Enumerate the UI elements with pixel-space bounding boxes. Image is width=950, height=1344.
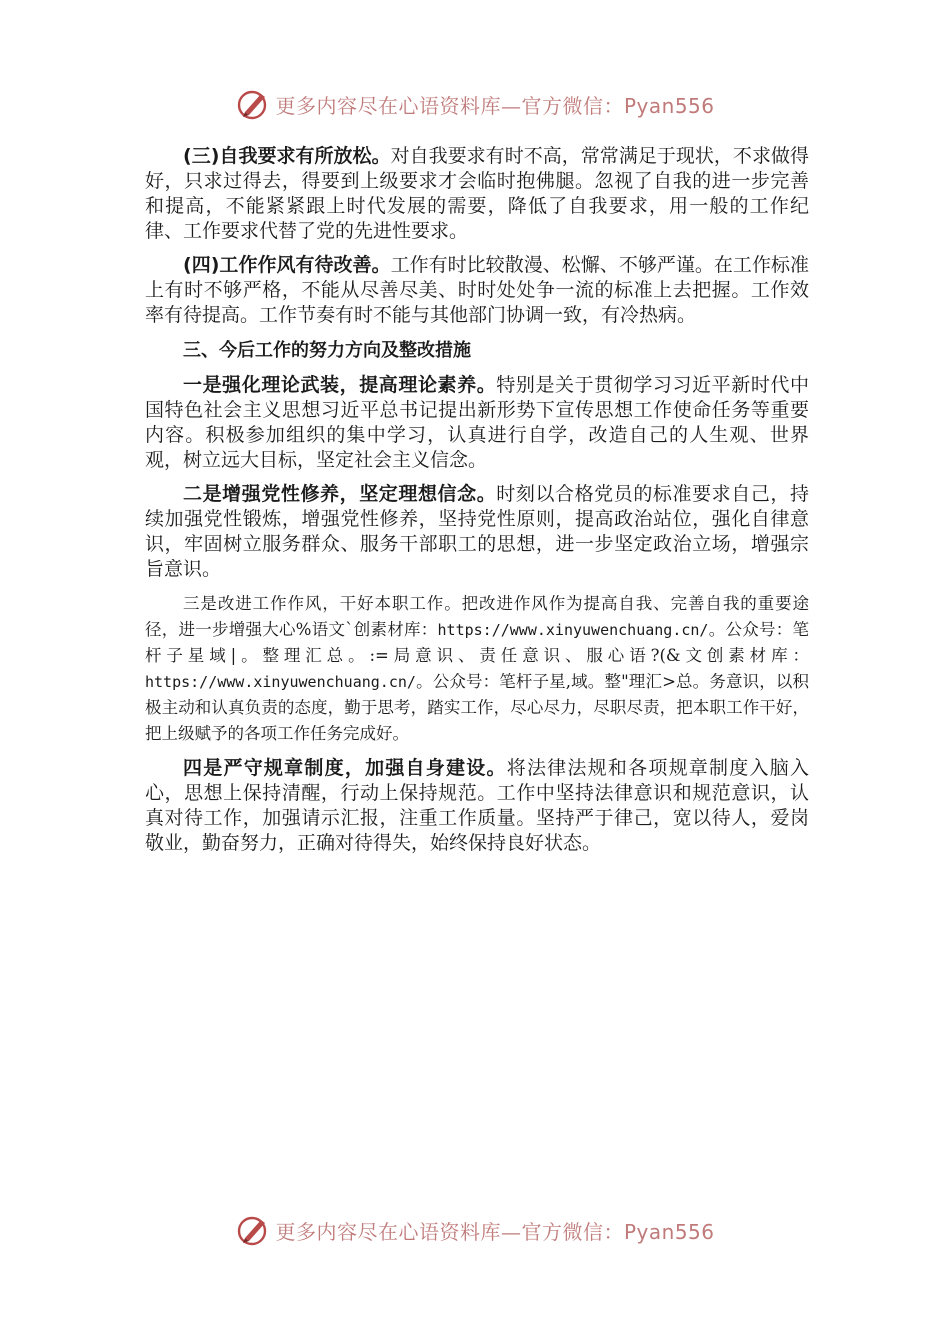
section-heading: 三、今后工作的努力方向及整改措施 <box>183 340 471 361</box>
paragraph-self-requirement <box>145 144 809 244</box>
paragraph-work-style <box>145 253 809 328</box>
document-body <box>145 144 809 856</box>
pen-logo-icon <box>235 86 271 122</box>
measure-text: 。公众号：笔杆子星域|。整理汇总。:=局意识、责任意识、服心语?(&文创素材库： <box>145 620 810 665</box>
measure-text: 将法律法规和各项规章制度入脑入心，思想上保持清醒，行动上保持规范。工作中坚持法律意识和规范意识，认真对待工作，加强请示汇报，注重工作质量。坚持严于律己，宽以待人，爱岗敬业，勤奋努力，正确对待得失，始终保持良好状态。 <box>145 757 809 854</box>
measure-title: 一是强化理论武装，提高理论素养。 <box>183 374 497 396</box>
banner-wechat-id: Pyan556 <box>623 93 715 118</box>
measure-4 <box>145 756 809 856</box>
measure-2 <box>145 482 809 582</box>
paragraph-text: 对自我要求有时不高，常常满足于现状，不求做得好，只求过得去，得要到上级要求才会临时抱佛腿。忽视了自我的进一步完善和提高，不能紧紧跟上时代发展的需要，降低了自我要求，用一般的工作纪律、工作要求代替了党的先进性要求。 <box>145 145 809 242</box>
measure-text: 三是改进工作作风，干好本职工作。把改进作风作为提高自我、完善自我的重要途径，进一步增强大心%语文`创素材库： <box>145 594 809 639</box>
banner-text <box>275 1216 714 1245</box>
banner-wechat-id: Pyan556 <box>623 1219 715 1244</box>
measure-title: 二是增强党性修养，坚定理想信念。 <box>183 483 497 505</box>
measure-text: 特别是关于贯彻学习习近平新时代中国特色社会主义思想习近平总书记提出新形势下宣传思想工作使命任务等重要内容。积极参加组织的集中学习，认真进行自学，改造自己的人生观、世界观，树立远大目标，坚定社会主义信念。 <box>145 374 809 471</box>
paragraph-text: 工作有时比较散漫、松懈、不够严谨。在工作标准上有时不够严格，不能从尽善尽美、时时处处争一流的标准上去把握。工作效率有待提高。工作节奏有时不能与其他部门协调一致，有冷热病。 <box>145 254 809 326</box>
banner-slogan: 更多内容尽在心语资料库—官方微信： <box>275 1219 624 1244</box>
measure-1 <box>145 373 809 473</box>
measure-text: 。公众号：笔杆子星,域。整"理汇>总。务意识，以积极主动和认真负责的态度，勤于思考，踏实工作，尽心尽力，尽职尽责，把本职工作干好，把上级赋予的各项工作任务完成好。 <box>145 672 809 743</box>
measure-3 <box>145 591 809 747</box>
banner-text <box>275 90 714 119</box>
footer-banner <box>0 1210 950 1250</box>
banner-slogan: 更多内容尽在心语资料库—官方微信： <box>275 93 624 118</box>
watermark-url: https://www.xinyuwenchuang.cn/ <box>145 673 416 691</box>
paragraph-title: (四)工作作风有待改善。 <box>183 254 391 276</box>
measure-title: 四是严守规章制度，加强自身建设。 <box>183 757 507 779</box>
watermark-url: https://www.xinyuwenchuang.cn/ <box>437 621 709 639</box>
measure-text: 时刻以合格党员的标准要求自己，持续加强党性锻炼，增强党性修养，坚持党性原则，提高政治站位，强化自律意识，牢固树立服务群众、服务干部职工的思想，进一步坚定政治立场，增强宗旨意识。 <box>145 483 809 580</box>
pen-logo-icon <box>235 1212 271 1248</box>
paragraph-title: (三)自我要求有所放松。 <box>183 145 391 167</box>
header-banner <box>0 84 950 124</box>
